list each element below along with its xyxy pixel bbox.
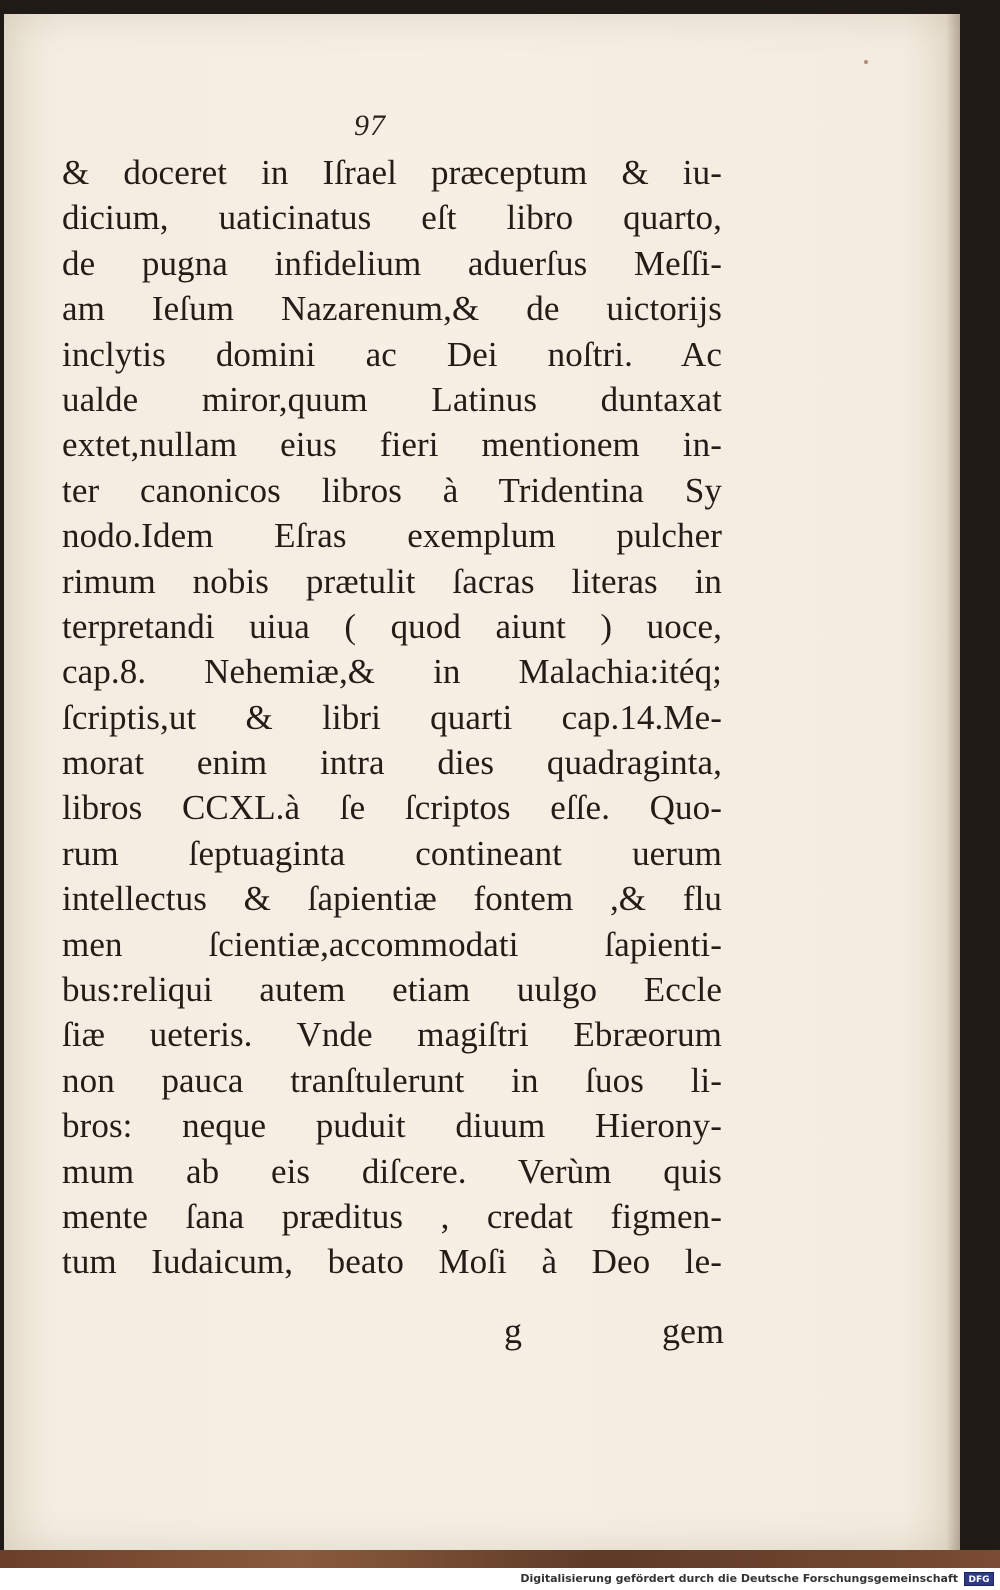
funding-credit: Digitalisierung gefördert durch die Deutsche Forschungsgemeinschaft [520, 1572, 958, 1585]
text-line: rimum nobis prætulit ſacras literas in [62, 561, 722, 601]
text-line: non pauca tranſtulerunt in ſuos li- [62, 1060, 722, 1100]
catchword: gem [662, 1311, 724, 1351]
text-line: bros: neque puduit diuum Hierony- [62, 1106, 722, 1146]
text-line: rum ſeptuaginta contineant uerum [62, 833, 722, 873]
credit-bar [0, 1568, 1000, 1590]
text-line: bus:reliqui autem etiam uulgo Eccle [62, 970, 722, 1010]
paper-speck [864, 60, 868, 64]
text-line: intellectus & ſapientiæ fontem ,& flu [62, 879, 722, 919]
text-line: libros CCXL.à ſe ſcriptos eſſe. Quo- [62, 788, 722, 828]
text-line: & doceret in Iſrael præceptum & iu- [62, 153, 722, 192]
text-line: cap.8. Nehemiæ,& in Malachia:itéq; [62, 652, 722, 692]
page-edge-shadow [946, 14, 960, 1550]
text-line: ſcriptis,ut & libri quarti cap.14.Me- [62, 697, 722, 737]
page-footer [504, 1310, 724, 1360]
text-line: ualde miror,quum Latinus duntaxat [62, 379, 722, 419]
text-line: inclytis domini ac Dei noſtri. Ac [62, 334, 722, 374]
text-line: extet,nullam eius fieri mentionem in- [62, 425, 722, 465]
signature-mark: g [504, 1311, 522, 1351]
text-line: de pugna infidelium aduerſus Meſſi- [62, 243, 722, 283]
text-line: morat enim intra dies quadraginta, [62, 743, 722, 783]
book-edge-strip [0, 1550, 1000, 1568]
text-line: ſiæ ueteris. Vnde magiſtri Ebræorum [62, 1015, 722, 1055]
page-number: 97 [354, 109, 386, 142]
book-page [4, 14, 960, 1550]
text-line: mum ab eis diſcere. Verùm quis [62, 1151, 722, 1191]
dfg-logo: DFG [964, 1572, 994, 1586]
text-line: am Ieſum Nazarenum,& de uictorijs [62, 289, 722, 329]
body-text [62, 150, 722, 1285]
text-line: nodo.Idem Eſras exemplum pulcher [62, 516, 722, 556]
text-line: men ſcientiæ,accommodati ſapienti- [62, 924, 722, 964]
text-line: dicium, uaticinatus eſt libro quarto, [62, 198, 722, 238]
text-line: ter canonicos libros à Tridentina Sy [62, 470, 722, 510]
text-line: mente ſana præditus , credat figmen- [62, 1196, 722, 1236]
text-line: terpretandi uiua ( quod aiunt ) uoce, [62, 606, 722, 646]
text-line: tum Iudaicum, beato Moſi à Deo le- [62, 1242, 722, 1282]
